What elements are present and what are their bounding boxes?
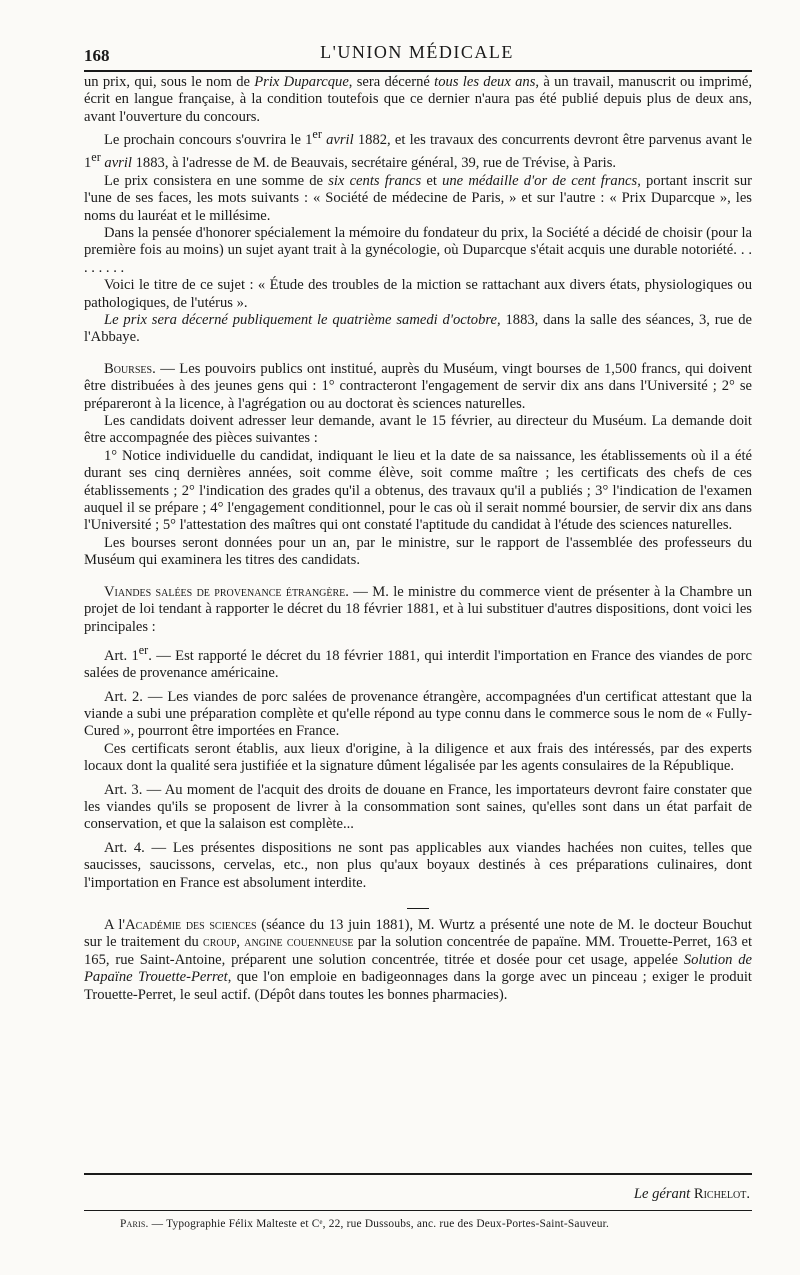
signature-label: Le gérant xyxy=(633,1186,691,1202)
prize-paragraph-5: Voici le titre de ce sujet : « Étude des troubles de la miction se rattachant aux divers états, physiologiques ou pathologiques, de l'utérus ». xyxy=(84,277,752,311)
viandes-article-4 xyxy=(84,840,752,892)
text-italic: avril xyxy=(104,155,132,172)
text: (séance du 13 juin 1881), M. Wurtz a présenté une note de M. le docteur Bouchut sur le traitement du xyxy=(84,917,752,951)
viandes-article-2-paragraph-2: Ces certificats seront établis, aux lieux d'origine, à la diligence et aux frais des intéressés, par des experts locaux dont la qualité sera justifiée et la signature dûment légalisée par les agents consulaires de la République. xyxy=(84,740,752,775)
text: , sera décerné xyxy=(348,74,435,90)
article-label: Art. 4. xyxy=(104,839,145,856)
header-rule xyxy=(84,70,752,72)
signature xyxy=(634,1186,750,1203)
text: Le prix consistera en une somme de xyxy=(104,172,329,189)
superscript: er xyxy=(312,127,322,142)
text-italic: avril xyxy=(326,132,354,149)
text: A l' xyxy=(104,917,126,934)
imprint-text: — Typographie Félix Malteste et Cᵉ, 22, rue Dussoubs, anc. rue des Deux-Portes-Saint-Sauveur. xyxy=(148,1218,610,1230)
article-label: Art. 1 xyxy=(104,647,139,664)
text: , portant inscrit sur l'une de ses faces, les mots suivants : « Société de médecine de Paris, » et sur l'autre : « Prix Duparcque », les noms du lauréat et le millésime. xyxy=(84,172,752,224)
bourses-paragraph-4: Les bourses seront données pour un an, par le ministre, sur le rapport de l'assemblée des professeurs du Muséum qui examinera les titres des candidats. xyxy=(84,534,752,569)
superscript: er xyxy=(91,150,101,165)
text: — M. le ministre du commerce vient de présenter à la Chambre un projet de loi tendant à rapporter le décret du 18 février 1881, et à lui substituer d'autres dispositions, dont voici les principales : xyxy=(84,583,752,635)
text: — Les pouvoirs publics ont institué, auprès du Muséum, vingt bourses de 1,500 francs, qui doivent être distribuées à des jeunes gens qui : 1° contracteront l'engagement de servir dix ans dans l'Université ; 2° se prépareront à la licence, à l'agrégation ou au doctorat ès sciences naturelles. xyxy=(84,360,752,412)
bourses-paragraph-2: Les candidats doivent adresser leur demande, avant le 15 février, au directeur du Muséum. La demande doit être accompagnée des pièces suivantes : xyxy=(84,413,752,447)
text: — Au moment de l'acquit des droits de douane en France, les importateurs devront faire constater que les viandes qu'ils se proposent de livrer à la consommation sont saines, qu'elles sont dans un état parfait de conservation, et que la salaison est complète... xyxy=(84,781,752,833)
text: , que l'on emploie en badigeonnages dans la gorge avec un pinceau ; exiger le produit Trouette-Perret, le seul actif. (Dépôt dans toutes les bonnes pharmacies). xyxy=(84,969,752,1003)
article-label: Art. 3. xyxy=(104,781,143,798)
text: . — Est rapporté le décret du 18 février 1881, qui interdit l'importation en France des viandes de porc salées de provenance américaine. xyxy=(84,647,752,682)
footer-rule-bottom xyxy=(84,1210,752,1211)
text: un prix, qui, sous le nom de xyxy=(84,74,255,90)
academie-name: Académie des sciences xyxy=(125,917,257,934)
text: , à un travail, manuscrit ou imprimé, écrit en langue française, à la condition toutefois que ce dernier n'aura pas été publié depuis plus de deux ans, avant l'ouverture du concours. xyxy=(84,74,753,125)
bourses-paragraph-3: 1° Notice individuelle du candidat, indiquant le lieu et la date de sa naissance, les établissements où il a été durant ses cinq dernières années, soit comme élève, soit comme maître ; les certificats des chefs de ces établissements ; 2° l'indication des grades qu'il a obtenus, des travaux qu'il a publiés ; 3° l'indication de l'examen auquel il se prépare ; 4° l'engagement conditionnel, pour le cas où il serait nommé boursier, de servir dix ans dans l'Université ; 5° l'attestation des maîtres qui ont constaté l'aptitude du candidat à l'étude des sciences naturelles. xyxy=(84,447,752,534)
text: — Les viandes de porc salées de provenance étrangère, accompagnées d'un certificat attestant que la viande a subi une préparation complète et qu'elle répond au type connu dans le commerce sous le nom de « Fully-Cured », pourront être importées en France. xyxy=(84,688,753,740)
footer-rule-top xyxy=(84,1173,752,1175)
prize-name: Prix Duparcque xyxy=(254,74,349,90)
signature-name: Richelot. xyxy=(693,1186,750,1202)
section-heading-viandes: Viandes salées de provenance étrangère. xyxy=(104,583,349,600)
text-italic: Le prix sera décerné publiquement le quatrième samedi d'octobre xyxy=(104,312,497,328)
academie-paragraph xyxy=(84,917,752,1004)
viandes-article-1 xyxy=(84,642,752,683)
prize-paragraph-1 xyxy=(84,74,752,126)
text-italic: tous les deux ans xyxy=(434,74,536,90)
bourses-paragraph-1 xyxy=(84,361,752,413)
article-body xyxy=(84,74,752,1004)
viandes-article-3 xyxy=(84,782,752,834)
product-name: Solution de Papaïne Trouette-Perret xyxy=(84,951,752,986)
text: 1883, à l'adresse de M. de Beauvais, secrétaire général, 39, rue de Trévise, à Paris. xyxy=(131,155,617,172)
text: 1882, et les travaux des concurrents devront être parvenus avant le 1 xyxy=(84,132,752,172)
prize-paragraph-4: Dans la pensée d'honorer spécialement la mémoire du fondateur du prix, la Société a décidé de choisir (pour la première fois au moins) un sujet ayant trait à la gynécologie, où Duparcque s'était acquis une durable notoriété. . . . . . . . . xyxy=(84,224,752,276)
printer-imprint xyxy=(120,1218,609,1230)
page-header xyxy=(84,38,750,68)
disease-name: croup, angine couenneuse xyxy=(203,934,354,951)
section-heading-bourses: Bourses. xyxy=(104,360,156,377)
prize-paragraph-2 xyxy=(84,126,752,173)
text: par la solution concentrée de papaïne. MM. Trouette-Perret, 163 et 165, rue Saint-Antoine, préparent une solution concentrée, titrée et dosée pour cet usage, appelée xyxy=(84,934,753,968)
text: Le prochain concours s'ouvrira le 1 xyxy=(104,132,313,149)
article-label: Art. 2. xyxy=(104,688,143,705)
text: — Les présentes dispositions ne sont pas applicables aux viandes hachées non cuites, telles que saucisses, saucissons, cervelas, etc., non plus qu'aux boyaux destinés à ces préparations culinaires, dont l'importation en France est absolument interdite. xyxy=(84,839,752,891)
prize-paragraph-3 xyxy=(84,173,752,225)
text: , 1883, dans la salle des séances, 3, rue de l'Abbaye. xyxy=(84,312,752,346)
imprint-city: Paris. xyxy=(120,1218,149,1230)
superscript: er xyxy=(138,642,149,657)
running-title: L'UNION MÉDICALE xyxy=(320,42,514,62)
text: et xyxy=(421,172,443,189)
page-number: 168 xyxy=(84,46,110,65)
viandes-paragraph-1 xyxy=(84,584,752,636)
text-italic: une médaille d'or de cent francs xyxy=(442,172,638,189)
viandes-article-2 xyxy=(84,689,752,741)
text-italic: six cents francs xyxy=(328,172,422,189)
prize-paragraph-6 xyxy=(84,312,752,347)
section-divider xyxy=(407,908,429,909)
